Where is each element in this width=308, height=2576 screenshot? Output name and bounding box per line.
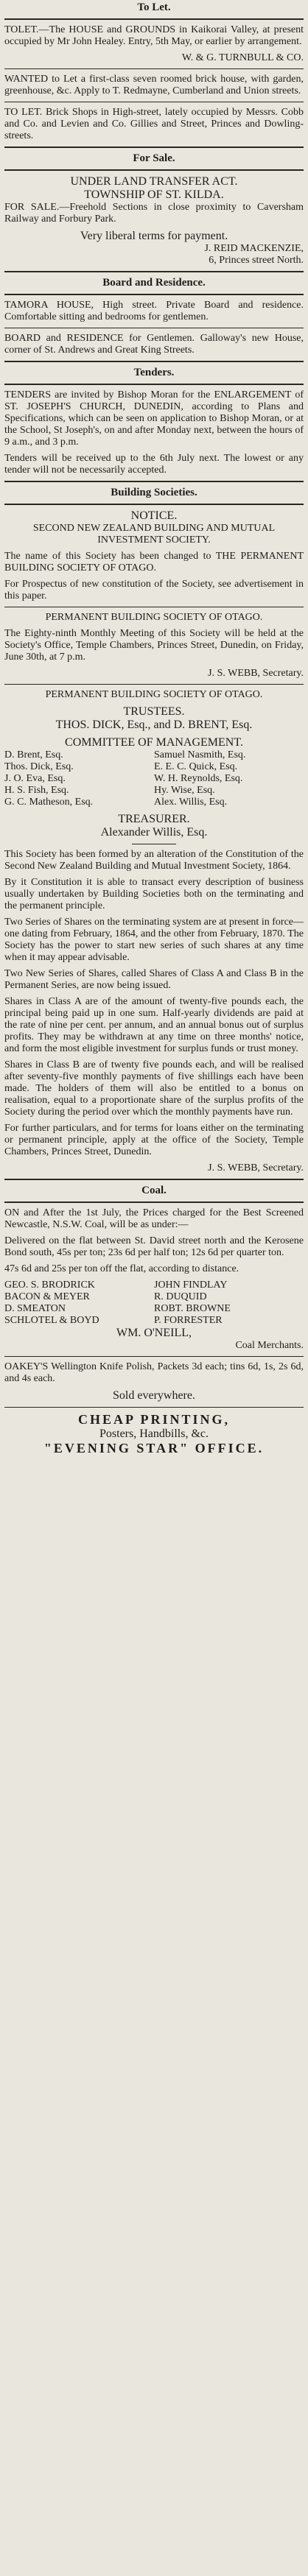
board-ad: BOARD and RESIDENCE for Gentlemen. Galloway's new House, corner of St. Andrews and Great King Streets. bbox=[4, 333, 304, 356]
merchant: SCHLOTEL & BOYD bbox=[4, 1315, 99, 1326]
society-body: By it Constitution it is able to transact every description of business usually undertaken by Building Societies both on the terminating and the permanent principle. bbox=[4, 877, 304, 911]
society-body: Two Series of Shares on the terminating system are at present in force—one dating from February, 1864, and the other from February, 1870. The Society has the power to start new series of such shares at any time when it may appear advisable. bbox=[4, 917, 304, 963]
wanted-ad: WANTED to Let a first-class seven roomed brick house, with garden, greenhouse, &c. Apply to T. Redmayne, Cumberland and Union streets. bbox=[4, 74, 304, 96]
signature: W. & G. TURNBULL & CO. bbox=[181, 52, 304, 63]
coal-merchants-table bbox=[4, 1280, 304, 1327]
tender-ad-2: Tenders will be received up to the 6th July next. The lowest or any tender will not be necessarily accepted. bbox=[4, 453, 304, 476]
merchant: JOHN FINDLAY bbox=[154, 1280, 228, 1291]
society-body: Two New Series of Shares, called Shares of Class A and Class B in the Permanent Series, are now being issued. bbox=[4, 968, 304, 991]
society-body: For further particulars, and for terms for loans either on the terminating or permanent principle, apply at the office of the Society, Temple Chambers, Princes Street, Dunedin. bbox=[4, 1123, 304, 1157]
pbs-title: PERMANENT BUILDING SOCIETY OF OTAGO. bbox=[45, 612, 263, 623]
committee-member: Thos. Dick, Esq. bbox=[4, 761, 74, 772]
committee-member: E. E. C. Quick, Esq. bbox=[154, 761, 238, 772]
sale-text: FOR SALE.—Freehold Sections in close proximity to Caversham Railway and Forbury Park. bbox=[4, 202, 304, 225]
committee-member: J. O. Eva, Esq. bbox=[4, 773, 66, 784]
newspaper-page bbox=[0, 1, 308, 2576]
society-body: This Society has been formed by an alteration of the Constitution of the Second New Zealand Building and Mutual Investment Society, 1864. bbox=[4, 849, 304, 872]
merchant: P. FORRESTER bbox=[154, 1315, 223, 1326]
notice-text: SECOND NEW ZEALAND BUILDING AND MUTUAL INVESTMENT SOCIETY. bbox=[32, 523, 276, 546]
sale-title-2: TOWNSHIP OF ST. KILDA. bbox=[84, 188, 224, 201]
coal-text: 47s 6d and 25s per ton off the flat, according to distance. bbox=[4, 1263, 239, 1274]
section-header: Board and Residence. bbox=[102, 277, 206, 289]
pbs2-title: PERMANENT BUILDING SOCIETY OF OTAGO. bbox=[45, 689, 263, 700]
treasurer: Alexander Willis, Esq. bbox=[100, 826, 208, 839]
signature: J. REID MACKENZIE, bbox=[204, 243, 304, 254]
section-header: For Sale. bbox=[133, 152, 175, 164]
coal-text: Delivered on the flat between St. David street north and the Kerosene Bond south, 45s per ton; 23s 6d per half ton; 12s 6d per quarter ton. bbox=[4, 1235, 304, 1258]
section-header: To Let. bbox=[137, 1, 171, 13]
oakey-ad: OAKEY'S Wellington Knife Polish, Packets 3d each; tins 6d, 1s, 2s 6d, and 4s each. bbox=[4, 1361, 304, 1384]
signature: 6, Princes street North. bbox=[209, 255, 304, 266]
notice-body: The name of this Society has been changed to THE PERMANENT BUILDING SOCIETY OF OTAGO. bbox=[4, 551, 304, 574]
committee-member: G. C. Matheson, Esq. bbox=[4, 797, 94, 808]
treasurer-header: TREASURER. bbox=[118, 813, 190, 825]
merchant: ROBT. BROWNE bbox=[154, 1303, 231, 1314]
to-let-ad: TOLET.—The HOUSE and GROUNDS in Kaikorai Valley, at present occupied by Mr John Healey. Entry, 5th May, or earlier by arrangement. bbox=[4, 24, 304, 47]
committee-member: W. H. Reynolds, Esq. bbox=[154, 773, 243, 784]
merchant: R. DUQUID bbox=[154, 1291, 207, 1302]
pbs-text: The Eighty-ninth Monthly Meeting of this Society will be held at the Society's Office, Temple Chambers, Princes Street, Dunedin, on Friday, June 30th, at 7 p.m. bbox=[4, 628, 304, 663]
society-body: Shares in Class B are of twenty five pounds each, and will be realised after seventy-five monthly payments of five shillings each have been made. The holders of them will also be entitled to a bonus on realisation, equal to a proportionate share of the surplus profits of the Society during the period over which the monthly payments have run. bbox=[4, 1059, 304, 1118]
merchant: BACON & MEYER bbox=[4, 1291, 90, 1302]
coal-text: ON and After the 1st July, the Prices charged for the Best Screened Newcastle, N.S.W. Coal, will be as under:— bbox=[4, 1207, 304, 1230]
trustees-header: TRUSTEES. bbox=[123, 705, 185, 718]
committee-member: H. S. Fish, Esq. bbox=[4, 785, 69, 796]
office: "EVENING STAR" OFFICE. bbox=[43, 1441, 265, 1455]
notice-title: NOTICE. bbox=[130, 509, 178, 522]
oakey-ad-2: Sold everywhere. bbox=[113, 1389, 195, 1402]
signature: J. S. WEBB, Secretary. bbox=[208, 668, 304, 679]
section-header: Tenders. bbox=[133, 367, 175, 378]
committee-member: Hy. Wise, Esq. bbox=[154, 785, 215, 796]
committee-member: D. Brent, Esq. bbox=[4, 749, 63, 761]
merchant: GEO. S. BRODRICK bbox=[4, 1280, 95, 1291]
signature: Coal Merchants. bbox=[235, 1340, 304, 1351]
printing-sub: Posters, Handbills, &c. bbox=[99, 1428, 209, 1440]
merchant: WM. O'NEILL, bbox=[116, 1327, 192, 1339]
committee-member: Samuel Nasmith, Esq. bbox=[154, 749, 246, 761]
committee-member: Alex. Willis, Esq. bbox=[154, 797, 228, 808]
cheap-printing: CHEAP PRINTING, bbox=[77, 1412, 230, 1427]
notice-body-2: For Prospectus of new constitution of the Society, see advertisement in this paper. bbox=[4, 579, 304, 601]
trustees: THOS. DICK, Esq., and D. BRENT, Esq. bbox=[55, 719, 253, 731]
sale-title-1: UNDER LAND TRANSFER ACT. bbox=[70, 175, 238, 188]
signature: J. S. WEBB, Secretary. bbox=[208, 1162, 304, 1174]
committee-table bbox=[4, 749, 304, 808]
section-header: Coal. bbox=[141, 1185, 167, 1196]
tamora-ad: TAMORA HOUSE, High street. Private Board and residence. Comfortable sitting and bedrooms for gentlemen. bbox=[4, 300, 304, 322]
society-body: Shares in Class A are of the amount of twenty-five pounds each, the principal being paid up in one sum. Half-yearly dividends are paid at the rate of nine per cent. per annum, and an annual bonus out of surplus profits. They may be withdrawn at any time on three months' notice, and form the most eligible investment for surplus funds or trust money. bbox=[4, 996, 304, 1054]
sale-text-2: Very liberal terms for payment. bbox=[80, 230, 228, 242]
merchant: D. SMEATON bbox=[4, 1303, 66, 1314]
tender-ad: TENDERS are invited by Bishop Moran for the ENLARGEMENT of ST. JOSEPH'S CHURCH, DUNEDIN, according to Plans and Specifications, which can be seen on application to Bishop Moran, or at the School, St Joseph's, on and after Monday next, between the hours of 9 a.m., and 3 p.m. bbox=[4, 389, 304, 448]
to-let-brick-ad: TO LET. Brick Shops in High-street, lately occupied by Messrs. Cobb and Co. and Levien and Co. Gillies and Street, Princes and Dowling-streets. bbox=[4, 107, 304, 141]
section-header: Building Societies. bbox=[111, 487, 197, 498]
committee-header: COMMITTEE OF MANAGEMENT. bbox=[65, 736, 243, 749]
